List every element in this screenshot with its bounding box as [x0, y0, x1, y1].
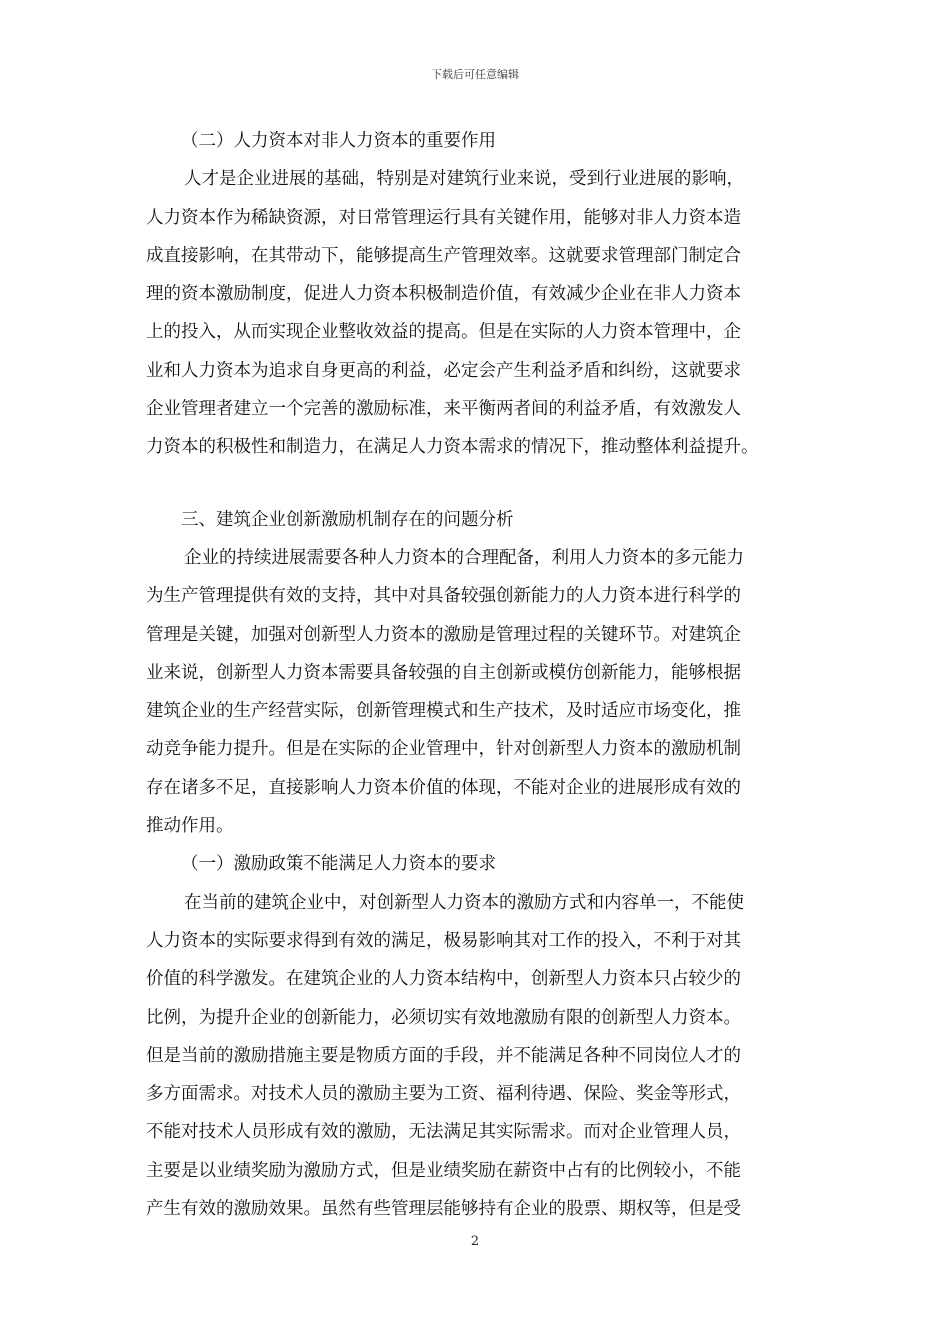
text-line: 业来说，创新型人力资本需要具备较强的自主创新或模仿创新能力，能够根据 [146, 662, 741, 683]
paragraph [146, 539, 818, 845]
text-line: 力资本的积极性和制造力，在满足人力资本需求的情况下，推动整体利益提升。 [146, 437, 759, 458]
text-line: 成直接影响，在其带动下，能够提高生产管理效率。这就要求管理部门制定合 [146, 245, 741, 266]
text-line: 人才是企业进展的基础，特别是对建筑行业来说，受到行业进展的影响， [184, 169, 744, 190]
text-line: 不能对技术人员形成有效的激励，无法满足其实际需求。而对企业管理人员， [146, 1122, 741, 1143]
text-line: 企业的持续进展需要各种人力资本的合理配备，利用人力资本的多元能力 [184, 547, 744, 568]
text-line: 人力资本的实际要求得到有效的满足，极易影响其对工作的投入，不利于对其 [146, 930, 741, 951]
paragraph [146, 884, 818, 1229]
text-line: 管理是关键，加强对创新型人力资本的激励是管理过程的关键环节。对建筑企 [146, 624, 741, 645]
text-line: 企业管理者建立一个完善的激励标准，来平衡两者间的利益矛盾，有效激发人 [146, 399, 741, 420]
section-gap [146, 467, 818, 501]
document-body [146, 122, 818, 1228]
section-heading: 三、建筑企业创新激励机制存在的问题分析 [181, 509, 514, 530]
text-line: 理的资本激励制度，促进人力资本积极制造价值，有效减少企业在非人力资本 [146, 284, 741, 305]
text-line: 推动作用。 [146, 816, 234, 837]
subsection-heading: （一）激励政策不能满足人力资本的要求 [181, 854, 496, 875]
text-line: 上的投入，从而实现企业整收效益的提高。但是在实际的人力资本管理中，企 [146, 322, 741, 343]
text-line: 为生产管理提供有效的支持，其中对具备较强创新能力的人力资本进行科学的 [146, 586, 741, 607]
text-line: 价值的科学激发。在建筑企业的人力资本结构中，创新型人力资本只占较少的 [146, 969, 741, 990]
text-line: 产生有效的激励效果。虽然有些管理层能够持有企业的股票、期权等，但是受 [146, 1199, 741, 1220]
text-line: 人力资本作为稀缺资源，对日常管理运行具有关键作用，能够对非人力资本造 [146, 207, 741, 228]
text-line: 建筑企业的生产经营实际，创新管理模式和生产技术，及时适应市场变化，推 [146, 701, 741, 722]
section-heading: （二）人力资本对非人力资本的重要作用 [181, 131, 496, 151]
text-line: 在当前的建筑企业中，对创新型人力资本的激励方式和内容单一，不能使 [184, 892, 744, 913]
paragraph [146, 160, 818, 466]
page-number: 2 [470, 1234, 480, 1249]
text-line: 动竞争能力提升。但是在实际的企业管理中，针对创新型人力资本的激励机制 [146, 739, 741, 760]
text-line: 多方面需求。对技术人员的激励主要为工资、福利待遇、保险、奖金等形式， [146, 1084, 741, 1105]
header-note: 下载后可任意编辑 [431, 68, 519, 81]
text-line: 主要是以业绩奖励为激励方式，但是业绩奖励在薪资中占有的比例较小，不能 [146, 1160, 741, 1181]
text-line: 存在诸多不足，直接影响人力资本价值的体现，不能对企业的进展形成有效的 [146, 777, 741, 798]
text-line: 比例，为提升企业的创新能力，必须切实有效地激励有限的创新型人力资本。 [146, 1007, 741, 1028]
text-line: 但是当前的激励措施主要是物质方面的手段，并不能满足各种不同岗位人才的 [146, 1045, 741, 1066]
text-line: 业和人力资本为追求自身更高的利益，必定会产生利益矛盾和纠纷，这就要求 [146, 360, 741, 381]
